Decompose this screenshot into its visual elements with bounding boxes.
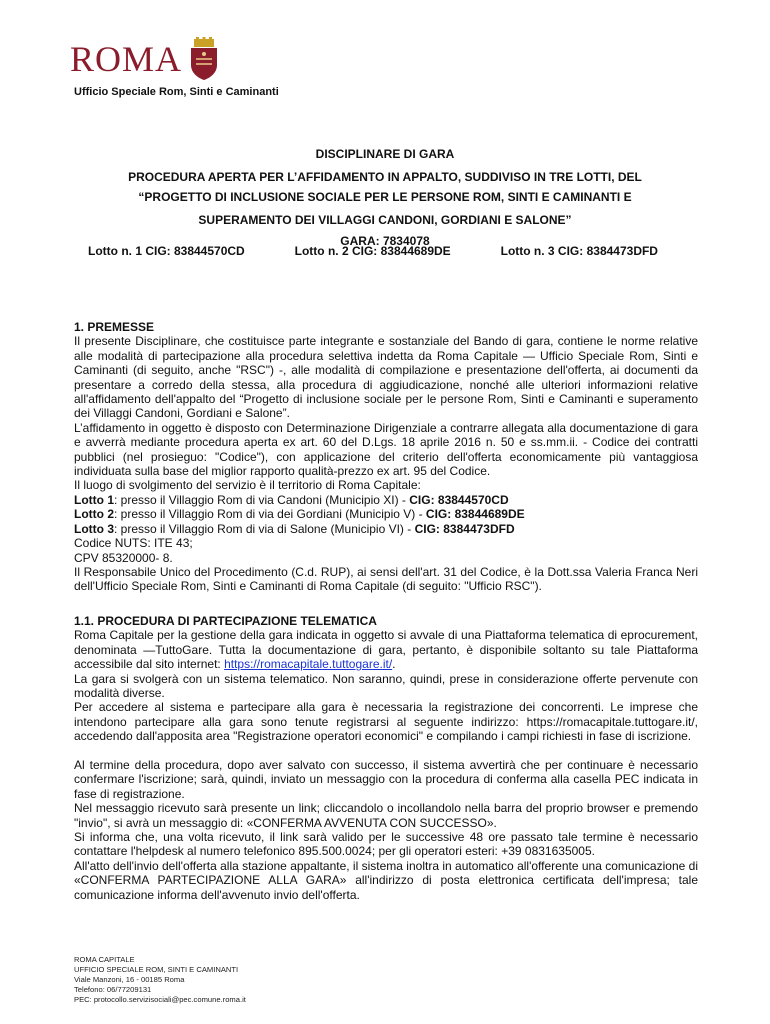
lot-label: Lotto 1 — [74, 492, 114, 507]
lot-text: : presso il Villaggio Rom di via Candoni (Municipio XI) - — [114, 492, 410, 507]
office-name: Ufficio Speciale Rom, Sinti e Caminanti — [74, 86, 279, 98]
paragraph: All'atto dell'invio dell'offerta alla stazione appaltante, il sistema inoltra in automatico all'offerente una comunicazione di «CONFERMA PARTECIPAZIONE ALLA GARA» all'indirizzo di posta elettronica certificata dell'impresa; tale comunicazione informa dell'avvenuto invio dell'offerta. — [74, 858, 698, 902]
section-heading: 1. PREMESSE — [74, 320, 155, 334]
paragraph: Al termine della procedura, dopo aver salvato con successo, il sistema avvertirà che per continuare è necessario confermare l'iscrizione; sarà, quindi, inviato un messaggio con la procedura di conferma alla casella PEC indicata in fase di registrazione. — [74, 758, 698, 801]
footer-line: UFFICIO SPECIALE ROM, SINTI E CAMINANTI — [74, 965, 239, 974]
nuts-code: Codice NUTS: ITE 43; — [74, 536, 193, 551]
section-telematica — [74, 614, 698, 902]
footer-line: Viale Manzoni, 16 - 00185 Roma — [74, 975, 185, 984]
lot-line-2 — [74, 507, 698, 521]
lot-text: : presso il Villaggio Rom di via dei Gordiani (Municipio V) - — [114, 507, 426, 522]
footer-line: ROMA CAPITALE — [74, 955, 135, 964]
tuttogare-link[interactable]: https://romacapitale.tuttogare.it/ — [224, 657, 393, 672]
section-premesse — [74, 320, 698, 594]
paragraph: Il luogo di svolgimento del servizio è il territorio di Roma Capitale: — [74, 478, 421, 493]
lot-line-1 — [74, 493, 698, 507]
paragraph: La gara si svolgerà con un sistema telematico. Non saranno, quindi, prese in considerazione offerte pervenute con modalità diverse. — [74, 671, 698, 701]
lots-row — [88, 244, 658, 258]
roma-logo — [70, 36, 220, 82]
paragraph: L’affidamento in oggetto è disposto con Determinazione Dirigenziale a contrarre allegata alla documentazione di gara e avverrà mediante procedura aperta ex art. 60 del D.Lgs. 18 aprile 2016 n. 50 e ss.mm.ii. - Codice dei contratti pubblici (nel prosieguo: "Codice"), con applicazione del criterio dell'offerta economicamente più vantaggiosa individuata sulla base del miglior rapporto qualità-prezzo ex art. 95 del Codice. — [74, 420, 698, 479]
paragraph: Il presente Disciplinare, che costituisce parte integrante e sostanziale del Bando di gara, contiene le norme relative alle modalità di partecipazione alla procedura selettiva indetta da Roma Capitale — Ufficio Speciale Rom, Sinti e Caminanti (di seguito, anche "RSC") -, alle modalità di compilazione e presentazione dell'offerta, ai documenti da presentare a corredo della stessa, alla procedura di aggiudicazione, nonché alle ulteriori informazioni relative all'affidamento dell'appalto del “Progetto di inclusione sociale per le persone Rom, Sinti e Caminanti e superamento dei Villaggi Candoni, Gordiani e Salone”. — [74, 334, 698, 421]
gara-number: GARA: 7834078 — [340, 234, 430, 248]
paragraph-text: Roma Capitale per la gestione della gara indicata in oggetto si avvale di una Piattaforma telematica di eprocurement, denominata —TuttoGare. Tutta la documentazione di gara, pertanto, è disponibile soltanto su tale Piattaforma accessibile dal sito internet: — [74, 628, 698, 672]
roma-shield-icon — [188, 37, 220, 81]
title-line-3: SUPERAMENTO DEI VILLAGGI CANDONI, GORDIANI E SALONE” — [198, 213, 572, 227]
title-line-1: PROCEDURA APERTA PER L’AFFIDAMENTO IN APPALTO, SUDDIVISO IN TRE LOTTI, DEL — [128, 170, 642, 184]
paragraph: Si informa che, una volta ricevuto, il link sarà valido per le successive 48 ore passato tale termine è necessario contattare l'helpdesk al numero telefonico 895.500.0024; per gli operatori esteri: +39 0831635005. — [74, 830, 698, 859]
paragraph-text: . — [392, 657, 396, 672]
paragraph — [74, 628, 698, 671]
lot-label: Lotto 3 — [74, 521, 114, 536]
lotto-3-cig: Lotto n. 3 CIG: 8384473DFD — [500, 244, 658, 258]
lotto-2-cig: Lotto n. 2 CIG: 83844689DE — [294, 244, 451, 258]
footer-line: Telefono: 06/77209131 — [74, 985, 152, 994]
lot-cig: CIG: 83844570CD — [409, 492, 509, 507]
footer-line: PEC: protocollo.servizisociali@pec.comune.roma.it — [74, 995, 246, 1004]
section-heading: 1.1. PROCEDURA DI PARTECIPAZIONE TELEMATICA — [74, 614, 377, 628]
title-line-2: “PROGETTO DI INCLUSIONE SOCIALE PER LE PERSONE ROM, SINTI E CAMINANTI E — [138, 190, 632, 204]
lot-line-3 — [74, 522, 698, 536]
spacer — [74, 744, 698, 758]
paragraph: Il Responsabile Unico del Procedimento (C.d. RUP), ai sensi dell'art. 31 del Codice, è la Dott.ssa Valeria Franca Neri dell'Ufficio Speciale Rom, Sinti e Caminanti di Roma Capitale (di seguito: "Ufficio RSC"). — [74, 564, 698, 594]
lotto-1-cig: Lotto n. 1 CIG: 83844570CD — [88, 244, 245, 258]
page-footer — [74, 955, 246, 1005]
paragraph: Nel messaggio ricevuto sarà presente un link; cliccandolo o incollandolo nella barra del proprio browser e premendo "invio", si avrà un messaggio di: «CONFERMA AVVENUTA CON SUCCESSO». — [74, 801, 698, 830]
lot-cig: CIG: 83844689DE — [425, 507, 525, 522]
lot-cig: CIG: 8384473DFD — [414, 521, 515, 536]
cpv-code: CPV 85320000- 8. — [74, 550, 173, 565]
lot-text: : presso il Villaggio Rom di via di Salone (Municipio VI) - — [114, 521, 415, 536]
lot-label: Lotto 2 — [74, 507, 114, 522]
paragraph: Per accedere al sistema e partecipare alla gara è necessaria la registrazione dei concorrenti. Le imprese che intendono partecipare alla gara sono tenute registrarsi al seguente indirizzo: https://romacapitale.tuttogare.it/, accedendo dall'apposita area "Registrazione operatori economici" e compilando i campi richiesti in fase di iscrizione. — [74, 700, 698, 744]
document-title: DISCIPLINARE DI GARA — [315, 147, 455, 161]
logo-text: ROMA — [70, 39, 183, 79]
